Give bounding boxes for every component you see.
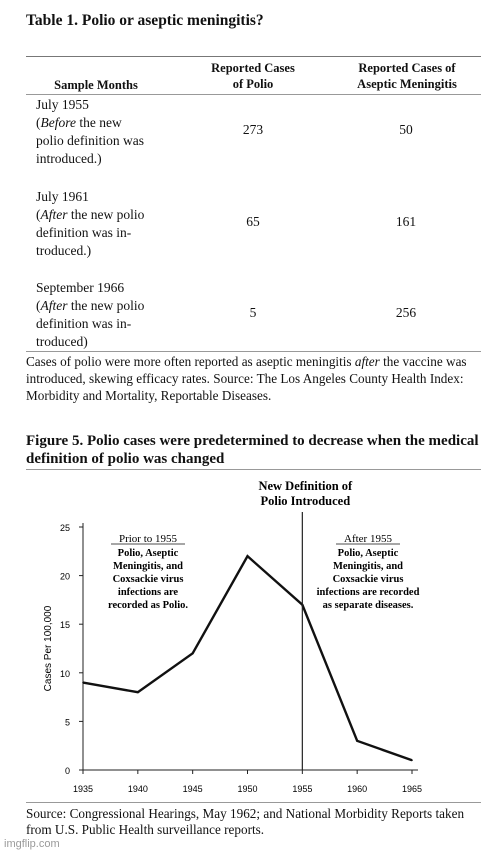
row-2-line-3: definition was in- — [36, 225, 132, 240]
prior-1955-heading: Prior to 1955 — [118, 533, 178, 545]
prior-1955-text-4: infections are — [117, 587, 179, 598]
table-row-1-month — [36, 96, 196, 168]
prior-1955-text-5: recorded as Polio. — [107, 600, 189, 611]
row-3-polio-count: 5 — [249, 305, 257, 320]
y-tick-label-15: 15 — [59, 620, 70, 631]
y-tick-label-0: 0 — [64, 766, 70, 776]
vline-label-line-2: Polio Introduced — [260, 494, 351, 508]
x-tick-label-1950: 1950 — [237, 784, 258, 794]
data-point-1935 — [82, 682, 84, 684]
x-tick-label-1965: 1965 — [401, 784, 423, 794]
figure-bottom-rule — [26, 802, 481, 803]
x-tick-label-1955: 1955 — [292, 784, 313, 794]
imgflip-watermark: imgflip.com — [4, 838, 60, 850]
table-row-3-month — [36, 279, 196, 351]
prior-1955-text-1: Polio, Aseptic — [117, 548, 179, 559]
prior-1955-text-2: Meningitis, and — [112, 561, 184, 572]
after-1955-text-1: Polio, Aseptic — [337, 548, 399, 559]
row-1-polio-count: 273 — [242, 122, 264, 137]
row-3-line-2: (After the new polio — [36, 298, 145, 313]
y-tick-label-25: 25 — [59, 523, 70, 533]
data-point-1950 — [247, 555, 249, 557]
table-row-2-month — [36, 188, 196, 260]
row-3-meningitis-count: 256 — [395, 305, 417, 320]
data-point-1965 — [411, 759, 413, 761]
after-1955-heading: After 1955 — [344, 533, 392, 545]
data-point-1945 — [192, 653, 194, 655]
caption-text-1: Cases of polio were more often reported as aseptic meningitis — [26, 354, 355, 369]
polio-line-chart — [0, 470, 500, 802]
header-meningitis-line-2: Aseptic Meningitis — [357, 77, 457, 91]
header-polio-line-1: Reported Cases — [211, 61, 295, 75]
row-2-line-2: (After the new polio — [36, 207, 145, 222]
vline-label-line-1: New Definition of — [258, 479, 353, 493]
header-meningitis — [334, 60, 480, 92]
prior-1955-text-3: Coxsackie virus — [112, 574, 184, 585]
figure-source: Source: Congressional Hearings, May 1962; and National Morbidity Reports taken from U.S. Public Health surveillance reports. — [26, 806, 465, 837]
row-1-line-4: introduced.) — [36, 151, 102, 166]
table-title: Table 1. Polio or aseptic meningitis? — [26, 12, 264, 29]
after-1955-text-3: Coxsackie virus — [332, 574, 404, 585]
row-1-line-1: July 1955 — [36, 97, 89, 112]
row-2-polio-count: 65 — [246, 214, 260, 229]
x-tick-label-1940: 1940 — [127, 784, 148, 794]
data-point-1940 — [137, 691, 139, 693]
row-3-line-1: September 1966 — [36, 280, 125, 295]
y-axis-label: Cases Per 100,000 — [43, 605, 54, 692]
caption-italic: after — [354, 354, 380, 369]
header-sample-months: Sample Months — [54, 78, 138, 92]
header-polio-line-2: of Polio — [232, 77, 274, 91]
header-meningitis-line-1: Reported Cases of — [358, 61, 456, 75]
figure-title: Figure 5. Polio cases were predetermined to decrease when the medical definition of polio was changed — [26, 433, 479, 467]
row-3-line-4: troduced) — [36, 334, 88, 349]
after-1955-text-4: infections are recorded — [316, 587, 420, 598]
after-1955-text-2: Meningitis, and — [332, 561, 404, 572]
row-2-line-4: troduced.) — [36, 243, 92, 258]
table-header-rule — [26, 94, 481, 95]
caption-text-2: the vaccine was introduced, skewing efficacy rates. Source: The Los Angeles County Health Index: Morbidity and Mortality, Reportable Diseases. — [26, 354, 467, 403]
x-tick-label-1945: 1945 — [182, 784, 203, 794]
data-point-1960 — [356, 740, 358, 742]
y-tick-label-20: 20 — [59, 571, 70, 582]
table-bottom-rule — [26, 351, 481, 352]
row-3-line-3: definition was in- — [36, 316, 132, 331]
y-tick-label-10: 10 — [59, 668, 70, 679]
y-tick-label-5: 5 — [64, 717, 70, 728]
row-2-meningitis-count: 161 — [395, 214, 417, 229]
x-tick-label-1935: 1935 — [72, 784, 94, 794]
row-1-line-2: (Before the new — [36, 115, 122, 130]
after-1955-text-5: as separate diseases. — [322, 600, 414, 611]
table-caption — [26, 353, 486, 404]
x-tick-label-1960: 1960 — [347, 784, 368, 794]
row-2-line-1: July 1961 — [36, 189, 89, 204]
row-1-meningitis-count: 50 — [399, 122, 413, 137]
header-polio — [188, 60, 318, 92]
row-1-line-3: polio definition was — [36, 133, 144, 148]
table-top-rule — [26, 56, 481, 57]
